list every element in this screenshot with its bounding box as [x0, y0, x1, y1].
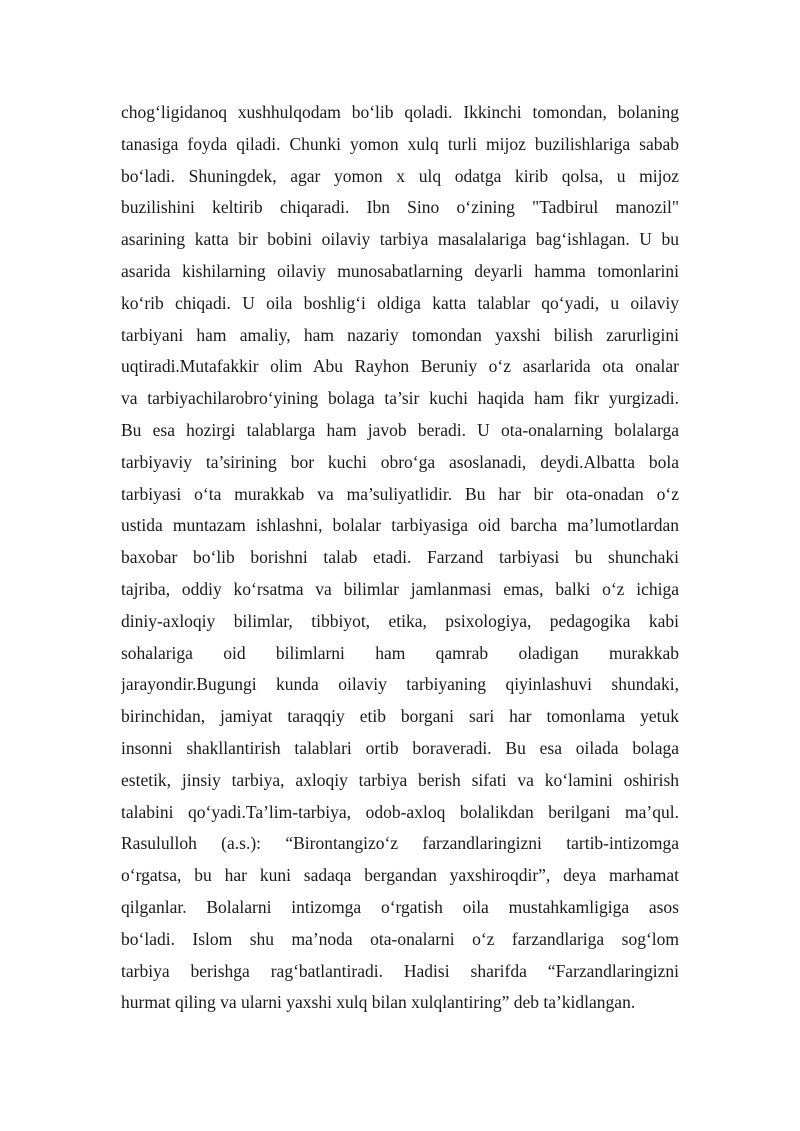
text-line: estetik, jinsiy tarbiya, axloqiy tarbiya berish sifati va ko‘lamini oshirish: [121, 769, 679, 790]
text-line: bo‘ladi. Shuningdek, agar yomon x ulq odatga kirib qolsa, u mijoz: [121, 165, 679, 186]
text-line: tajriba, oddiy ko‘rsatma va bilimlar jamlanmasi emas, balki o‘z ichiga: [121, 578, 679, 599]
text-line: asarining katta bir bobini oilaviy tarbiya masalalariga bag‘ishlagan. U bu: [121, 229, 679, 250]
text-line: Bu esa hozirgi talablarga ham javob beradi. U ota-onalarning bolalarga: [121, 419, 679, 440]
text-line: hurmat qiling va ularni yaxshi xulq bilan xulqlantiring” deb ta’kidlangan.: [121, 992, 636, 1013]
text-line: asarida kishilarning oilaviy munosabatlarning deyarli hamma tomonlarini: [121, 260, 679, 281]
text-line: talabini qo‘yadi.Ta’lim-tarbiya, odob-axloq bolalikdan berilgani ma’qul.: [121, 801, 679, 822]
text-line: tanasiga foyda qiladi. Chunki yomon xulq turli mijoz buzilishlariga sabab: [121, 133, 679, 154]
text-line: va tarbiyachilarobro‘yining bolaga ta’sir kuchi haqida ham fikr yurgizadi.: [121, 388, 679, 409]
text-line: o‘rgatsa, bu har kuni sadaqa bergandan yaxshiroqdir”, deya marhamat: [121, 865, 679, 886]
text-line: diniy-axloqiy bilimlar, tibbiyot, etika, psixologiya, pedagogika kabi: [121, 610, 679, 631]
text-line: sohalariga oid bilimlarni ham qamrab oladigan murakkab: [121, 642, 679, 663]
text-line: qilganlar. Bolalarni intizomga o‘rgatish oila mustahkamligiga asos: [121, 896, 679, 917]
text-line: tarbiyani ham amaliy, ham nazariy tomondan yaxshi bilish zarurligini: [121, 324, 679, 345]
body-paragraph: [121, 97, 679, 1019]
text-line: bo‘ladi. Islom shu ma’noda ota-onalarni o‘z farzandlariga sog‘lom: [121, 928, 679, 949]
text-line: tarbiyaviy ta’sirining bor kuchi obro‘ga asoslanadi, deydi.Albatta bola: [121, 451, 679, 472]
text-line: ustida muntazam ishlashni, bolalar tarbiyasiga oid barcha ma’lumotlardan: [121, 515, 679, 536]
text-line: tarbiyasi o‘ta murakkab va ma’suliyatlidir. Bu har bir ota-onadan o‘z: [121, 483, 679, 504]
text-line: birinchidan, jamiyat taraqqiy etib borgani sari har tomonlama yetuk: [121, 706, 679, 727]
text-line: tarbiya berishga rag‘batlantiradi. Hadisi sharifda “Farzandlaringizni: [121, 960, 679, 981]
text-line: uqtiradi.Mutafakkir olim Abu Rayhon Beruniy o‘z asarlarida ota onalar: [121, 356, 679, 377]
text-line: Rasululloh (a.s.): “Birontangizo‘z farzandlaringizni tartib-intizomga: [121, 833, 679, 854]
text-line: buzilishini keltirib chiqaradi. Ibn Sino o‘zining "Tadbirul manozil": [121, 197, 679, 218]
text-line: chog‘ligidanoq xushhulqodam bo‘lib qoladi. Ikkinchi tomondan, bolaning: [121, 102, 679, 122]
text-line: jarayondir.Bugungi kunda oilaviy tarbiyaning qiyinlashuvi shundaki,: [121, 674, 679, 695]
text-line: insonni shakllantirish talablari ortib boraveradi. Bu esa oilada bolaga: [121, 737, 679, 758]
text-line: baxobar bo‘lib borishni talab etadi. Farzand tarbiyasi bu shunchaki: [121, 547, 679, 568]
text-line: ko‘rib chiqadi. U oila boshlig‘i oldiga katta talablar qo‘yadi, u oilaviy: [121, 292, 679, 313]
